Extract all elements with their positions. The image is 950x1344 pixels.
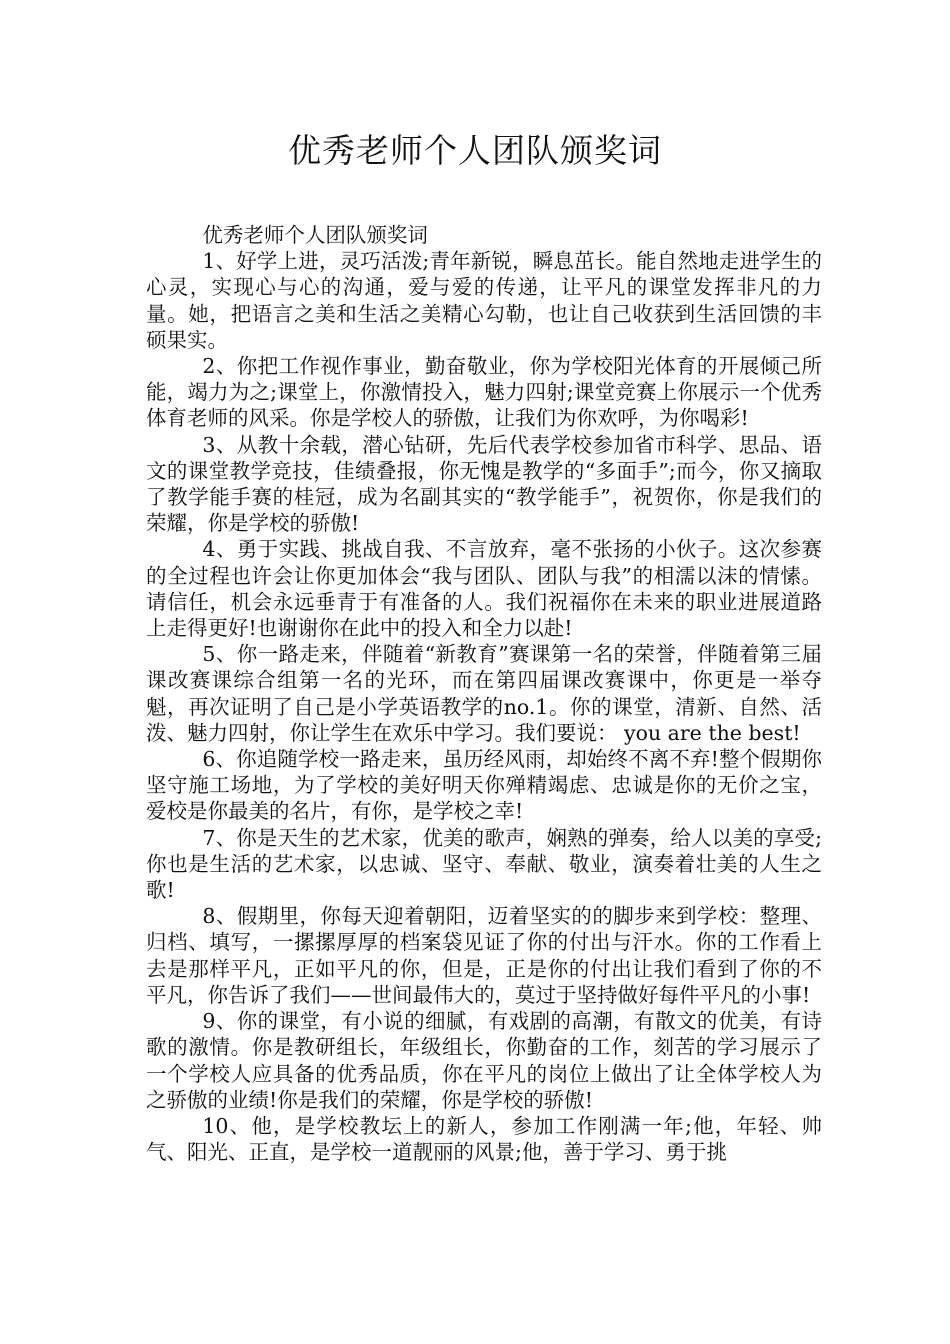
paragraph-10: 10、他，是学校教坛上的新人，参加工作刚满一年;他，年轻、帅气、阳光、正直，是学校一道靓丽的风景;他，善于学习、勇于挑: [146, 1113, 822, 1165]
paragraph-3: 3、从教十余载，潜心钻研，先后代表学校参加省市科学、思品、语文的课堂教学竞技，佳绩叠报，你无愧是教学的“多面手”;而今，你又摘取了教学能手赛的桂冠，成为名副其实的“教学能手”，祝贺你，你是我们的荣耀，你是学校的骄傲!: [146, 432, 822, 536]
paragraph-4: 4、勇于实践、挑战自我、不言放弃，毫不张扬的小伙子。这次参赛的全过程也许会让你更加体会“我与团队、团队与我”的相濡以沫的情愫。请信任，机会永远垂青于有准备的人。我们祝福你在未来的职业进展道路上走得更好!也谢谢你在此中的投入和全力以赴!: [146, 537, 822, 641]
paragraph-5: 5、你一路走来，伴随着“新教育”赛课第一名的荣誉，伴随着第三届课改赛课综合组第一名的光环，而在第四届课改赛课中，你更是一举夺魁，再次证明了自己是小学英语教学的no.1。你的课堂，清新、自然、活泼、魅力四射，你让学生在欢乐中学习。我们要说： you are the best!: [146, 642, 822, 745]
paragraph-8: 8、假期里，你每天迎着朝阳，迈着坚实的的脚步来到学校：整理、归档、填写，一摞摞厚厚的档案袋见证了你的付出与汗水。你的工作看上去是那样平凡，正如平凡的你，但是，正是你的付出让我们看到了你的不平凡，你告诉了我们——世间最伟大的，莫过于坚持做好每件平凡的小事!: [146, 904, 822, 1007]
paragraph-9: 9、你的课堂，有小说的细腻，有戏剧的高潮，有散文的优美，有诗歌的激情。你是教研组长，年级组长，你勤奋的工作，刻苦的学习展示了一个学校人应具备的优秀品质，你在平凡的岗位上做出了让全体学校人为之骄傲的业绩!你是我们的荣耀，你是学校的骄傲!: [146, 1009, 822, 1112]
document-subtitle: 优秀老师个人团队颁奖词: [202, 223, 428, 247]
paragraph-7: 7、你是天生的艺术家，优美的歌声，娴熟的弹奏，给人以美的享受;你也是生活的艺术家，以忠诚、坚守、奉献、敬业，演奏着壮美的人生之歌!: [146, 825, 822, 903]
paragraph-1: 1、好学上进，灵巧活泼;青年新锐，瞬息茁长。能自然地走进学生的心灵，实现心与心的沟通，爱与爱的传递，让平凡的课堂发挥非凡的力量。她，把语言之美和生活之美精心勾勒，也让自己收获到生活回馈的丰硕果实。: [146, 249, 822, 352]
document-body: [146, 222, 822, 1165]
paragraph-6: 6、你追随学校一路走来，虽历经风雨，却始终不离不弃!整个假期你坚守施工场地，为了学校的美好明天你殚精竭虑、忠诚是你的无价之宝，爱校是你最美的名片，有你，是学校之幸!: [146, 747, 822, 824]
document-title: 优秀老师个人团队颁奖词: [288, 131, 662, 170]
paragraph-2: 2、你把工作视作事业，勤奋敬业，你为学校阳光体育的开展倾己所能，竭力为之;课堂上，你激情投入，魅力四射;课堂竞赛上你展示一个优秀体育老师的风采。你是学校人的骄傲，让我们为你欢呼，为你喝彩!: [146, 354, 822, 431]
